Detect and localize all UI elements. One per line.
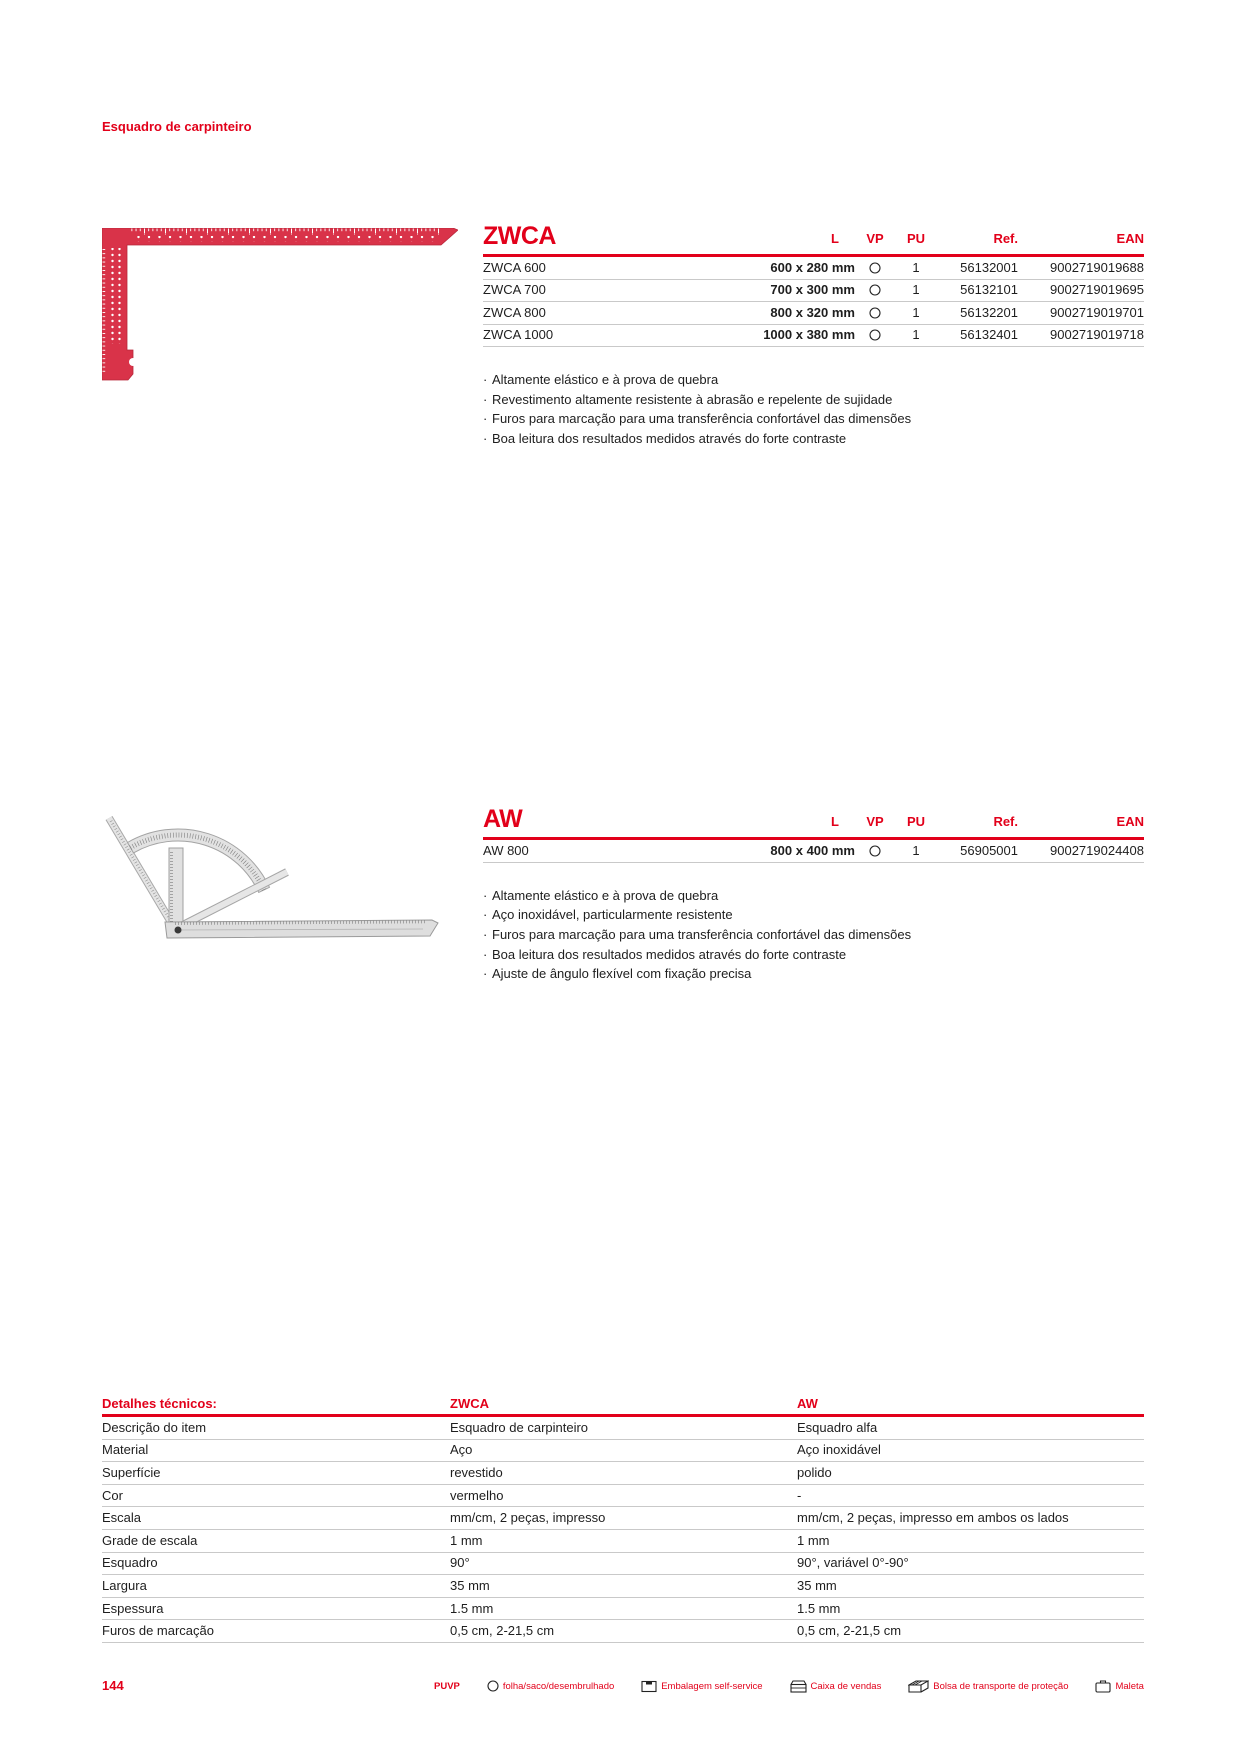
case-icon (1095, 1680, 1111, 1693)
legend-title: PUVP (434, 1680, 460, 1692)
feature-item: · Altamente elástico e à prova de quebra (483, 886, 1144, 906)
product-table-header (483, 224, 1144, 257)
spec-value-aw: 90°, variável 0°-90° (797, 1555, 909, 1571)
spec-label: Espessura (102, 1600, 164, 1616)
table-row (102, 1553, 1144, 1576)
column-header-ean: EAN (1116, 814, 1144, 829)
page-footer (102, 1677, 1144, 1695)
table-row (102, 1462, 1144, 1485)
spec-label: Largura (102, 1577, 147, 1593)
feature-item: · Revestimento altamente resistente à abrasão e repelente de sujidade (483, 390, 1144, 410)
spec-value-aw: 1 mm (797, 1532, 830, 1548)
spec-label: Escala (102, 1510, 142, 1526)
table-row (102, 1575, 1144, 1598)
feature-list (483, 886, 1144, 985)
item-ref: 56905001 (960, 842, 1018, 858)
column-header-ref: Ref. (993, 814, 1018, 829)
spec-value-zwca: revestido (450, 1464, 503, 1480)
spec-value-aw: 35 mm (797, 1577, 837, 1593)
spec-value-zwca: Esquadro de carpinteiro (450, 1419, 589, 1435)
item-ref: 56132001 (960, 259, 1018, 275)
feature-item: · Ajuste de ângulo flexível com fixação precisa (483, 964, 1144, 984)
item-name: ZWCA 800 (483, 304, 546, 320)
column-header-vp: VP (866, 231, 884, 246)
legend-item-case (1095, 1680, 1144, 1693)
carpenter-square-image (102, 228, 458, 384)
item-ref: 56132201 (960, 304, 1018, 320)
circle-icon (869, 284, 881, 296)
angle-square-image (105, 812, 439, 944)
spec-value-aw: Esquadro alfa (797, 1419, 878, 1435)
feature-item: · Furos para marcação para uma transferência confortável das dimensões (483, 409, 1144, 429)
item-pu: 1 (912, 304, 920, 320)
column-header-ean: EAN (1116, 231, 1144, 246)
item-ean: 9002719019718 (1050, 327, 1144, 343)
item-ean: 9002719019701 (1050, 304, 1144, 320)
spec-value-aw: 0,5 cm, 2-21,5 cm (797, 1623, 902, 1639)
spec-value-zwca: 35 mm (450, 1577, 490, 1593)
product-title: ZWCA (483, 222, 556, 250)
item-ref: 56132101 (960, 282, 1018, 298)
spec-label: Esquadro (102, 1555, 158, 1571)
item-size: 1000 x 380 mm (763, 327, 855, 343)
item-pu: 1 (912, 282, 920, 298)
spec-value-zwca: 1.5 mm (450, 1600, 494, 1616)
table-row (483, 257, 1144, 280)
item-size: 700 x 300 mm (770, 282, 855, 298)
product-zwca (483, 224, 1144, 449)
product-title: AW (483, 805, 523, 833)
table-row (483, 325, 1144, 348)
table-row (102, 1440, 1144, 1463)
table-row (102, 1598, 1144, 1621)
item-ean: 9002719019695 (1050, 282, 1144, 298)
packaging-legend (434, 1677, 1144, 1695)
item-ean: 9002719024408 (1050, 842, 1144, 858)
circle-icon (869, 262, 881, 274)
table-row (483, 840, 1144, 863)
spec-value-aw: polido (797, 1464, 832, 1480)
table-row (102, 1417, 1144, 1440)
spec-value-zwca: 1 mm (450, 1532, 483, 1548)
item-packaging (855, 284, 895, 296)
table-row (483, 302, 1144, 325)
legend-label: Embalagem self-service (661, 1680, 763, 1692)
spec-value-zwca: mm/cm, 2 peças, impresso (450, 1510, 606, 1526)
item-name: ZWCA 600 (483, 259, 546, 275)
feature-item: · Aço inoxidável, particularmente resistente (483, 905, 1144, 925)
item-ref: 56132401 (960, 327, 1018, 343)
item-packaging (855, 307, 895, 319)
column-header-l: L (831, 814, 839, 829)
item-size: 800 x 320 mm (770, 304, 855, 320)
spec-value-aw: 1.5 mm (797, 1600, 841, 1616)
spec-value-zwca: vermelho (450, 1487, 504, 1503)
sales-box-icon (790, 1680, 807, 1693)
legend-label: Maleta (1115, 1680, 1144, 1692)
product-aw (483, 807, 1144, 984)
tech-header-zwca: ZWCA (450, 1396, 489, 1411)
tech-header-label: Detalhes técnicos: (102, 1396, 217, 1411)
feature-item: · Furos para marcação para uma transferência confortável das dimensões (483, 925, 1144, 945)
item-name: ZWCA 700 (483, 282, 546, 298)
legend-label: Caixa de vendas (810, 1680, 882, 1692)
circle-icon (869, 845, 881, 857)
spec-label: Superfície (102, 1464, 161, 1480)
item-name: ZWCA 1000 (483, 327, 554, 343)
circle-icon (487, 1680, 499, 1692)
item-name: AW 800 (483, 842, 529, 858)
tech-header-aw: AW (797, 1396, 818, 1411)
category-title: Esquadro de carpinteiro (102, 119, 252, 134)
column-header-vp: VP (866, 814, 884, 829)
tech-details-header (102, 1393, 1144, 1417)
item-pu: 1 (912, 259, 920, 275)
item-ean: 9002719019688 (1050, 259, 1144, 275)
tech-details-table (102, 1393, 1144, 1643)
spec-label: Grade de escala (102, 1532, 198, 1548)
spec-label: Cor (102, 1487, 123, 1503)
circle-icon (869, 329, 881, 341)
legend-item-self-service (641, 1680, 762, 1693)
spec-label: Material (102, 1442, 149, 1458)
item-size: 600 x 280 mm (770, 259, 855, 275)
legend-label: folha/saco/desembrulhado (502, 1680, 615, 1692)
spec-label: Furos de marcação (102, 1623, 214, 1639)
item-packaging (855, 845, 895, 857)
legend-item-bag (487, 1680, 614, 1692)
product-table-header (483, 807, 1144, 840)
table-row (102, 1530, 1144, 1553)
legend-item-sales-box (790, 1680, 882, 1693)
item-packaging (855, 262, 895, 274)
spec-value-aw: mm/cm, 2 peças, impresso em ambos os lados (797, 1510, 1069, 1526)
column-header-pu: PU (906, 231, 926, 246)
circle-icon (869, 307, 881, 319)
feature-list (483, 370, 1144, 449)
feature-item: · Boa leitura dos resultados medidos através do forte contraste (483, 945, 1144, 965)
feature-item: · Altamente elástico e à prova de quebra (483, 370, 1144, 390)
spec-value-zwca: 0,5 cm, 2-21,5 cm (450, 1623, 555, 1639)
legend-label: Bolsa de transporte de proteção (933, 1680, 1069, 1692)
spec-value-aw: Aço inoxidável (797, 1442, 881, 1458)
table-row (102, 1507, 1144, 1530)
feature-item: · Boa leitura dos resultados medidos através do forte contraste (483, 429, 1144, 449)
table-row (102, 1485, 1144, 1508)
spec-value-zwca: 90° (450, 1555, 470, 1571)
spec-value-aw: - (797, 1487, 802, 1503)
item-pu: 1 (912, 842, 920, 858)
page-number: 144 (102, 1678, 124, 1693)
table-row (102, 1620, 1144, 1643)
legend-item-protective-bag (908, 1680, 1068, 1693)
spec-label: Descrição do item (102, 1419, 207, 1435)
item-packaging (855, 329, 895, 341)
item-pu: 1 (912, 327, 920, 343)
column-header-l: L (831, 231, 839, 246)
column-header-pu: PU (906, 814, 926, 829)
self-service-pack-icon (641, 1680, 657, 1693)
item-size: 800 x 400 mm (770, 842, 855, 858)
spec-value-zwca: Aço (450, 1442, 473, 1458)
protective-bag-icon (908, 1680, 929, 1693)
column-header-ref: Ref. (993, 231, 1018, 246)
table-row (483, 280, 1144, 303)
